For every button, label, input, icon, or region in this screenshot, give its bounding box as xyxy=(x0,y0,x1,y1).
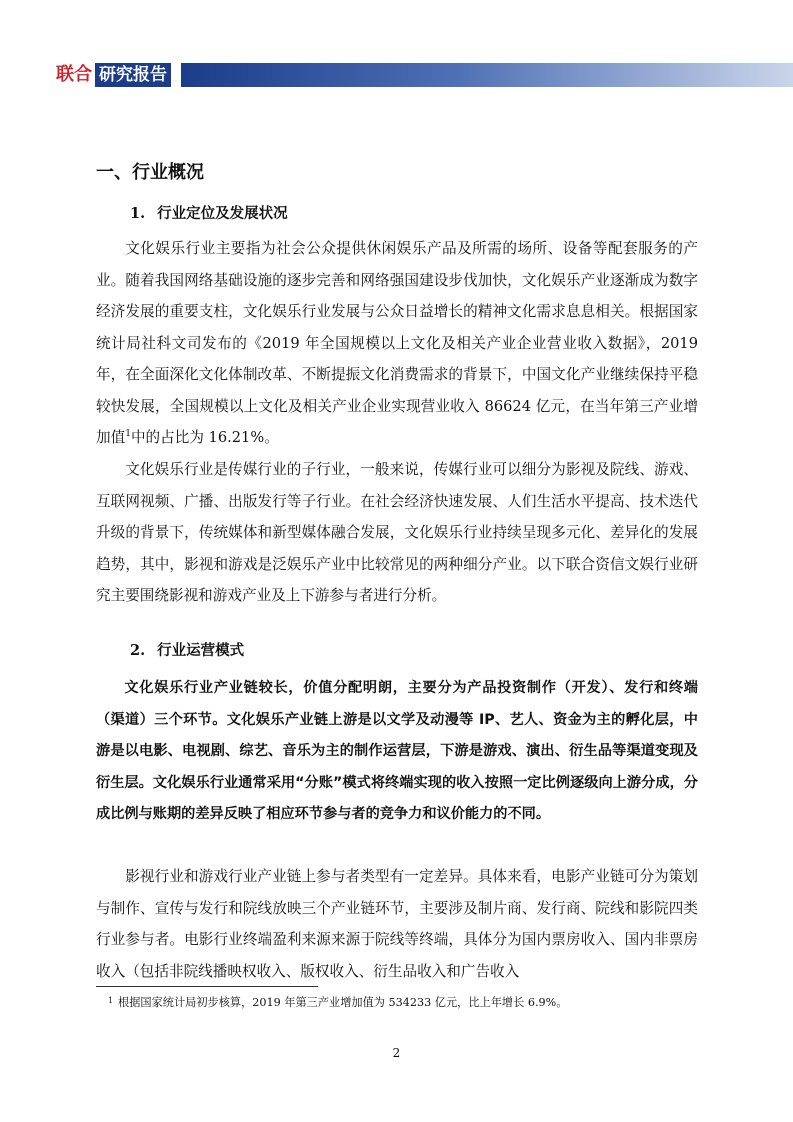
paragraph-1-text: 文化娱乐行业主要指为社会公众提供休闲娱乐产品及所需的场所、设备等配套服务的产业。随着我国网络基础设施的逐步完善和网络强国建设步伐加快，文化娱乐产业逐渐成为数字经济发展的重要支柱，文化娱乐行业发展与公众日益增长的精神文化需求息息相关。根据国家统计局社科文司发布的《2019 年全国规模以上文化及相关产业企业营业收入数据》，2019 年，在全面深化文化体制改革、不断提振文化消费需求的背景下，中国文化产业继续保持平稳较快发展，全国规模以上文化及相关产业企业实现营业收入 86624 亿元，在当年第三产业增加值 xyxy=(96,240,698,446)
report-header xyxy=(56,63,793,87)
footnote-mark: 1 xyxy=(108,996,114,1005)
subsection-2-number: 2. xyxy=(130,642,146,659)
subsection-1-title: 行业定位及发展状况 xyxy=(157,206,288,222)
footnote-reference[interactable]: 1 xyxy=(125,429,131,440)
page-number: 2 xyxy=(392,1046,401,1060)
brand-name-box: 研究报告 xyxy=(95,63,171,87)
footnote-divider xyxy=(96,986,318,987)
subsection-2-heading xyxy=(130,640,244,662)
paragraph-industry-positioning xyxy=(96,233,698,454)
paragraph-subsectors: 文化娱乐行业是传媒行业的子行业，一般来说，传媒行业可以细分为影视及院线、游戏、互联网视频、广播、出版发行等子行业。在社会经济快速发展、人们生活水平提高、技术迭代升级的背景下，传统媒体和新型媒体融合发展，文化娱乐行业持续呈现多元化、差异化的发展趋势，其中，影视和游戏是泛娱乐产业中比较常见的两种细分产业。以下联合资信文娱行业研究主要围绕影视和游戏产业及上下游参与者进行分析。 xyxy=(96,461,698,604)
paragraph-operating-model-bold: 文化娱乐行业产业链较长，价值分配明朗，主要分为产品投资制作（开发）、发行和终端（渠道）三个环节。文化娱乐产业链上游是以文学及动漫等 IP、艺人、资金为主的孵化层，中游是以电影、电视剧、综艺、音乐为主的制作运营层，下游是游戏、演出、衍生品等渠道变现及衍生层。文化娱乐行业通常采用“分账”模式将终端实现的收入按照一定比例逐级向上游分成，分成比例与账期的差异反映了相应环节参与者的竞争力和议价能力的不同。 xyxy=(96,680,698,822)
subsection-1-number: 1. xyxy=(130,205,146,222)
paragraph-1-tail: 中的占比为 16.21%。 xyxy=(130,429,279,446)
footnote-text: 根据国家统计局初步核算，2019 年第三产业增加值为 534233 亿元，比上年增长 6.9%。 xyxy=(118,996,568,1009)
paragraph-value-chain: 影视行业和游戏行业产业链上参与者类型有一定差异。具体来看，电影产业链可分为策划与制作、宣传与发行和院线放映三个产业链环节，主要涉及制片商、发行商、院线和影院四类行业参与者。电影行业终端盈利来源来源于院线等终端，具体分为国内票房收入、国内非票房收入（包括非院线播映权收入、版权收入、衍生品收入和广告收入 xyxy=(96,868,698,980)
subsection-2-title: 行业运营模式 xyxy=(157,643,245,659)
section-title: 一、行业概况 xyxy=(96,162,204,183)
footnote xyxy=(108,994,568,1012)
brand-name-red: 联合 xyxy=(56,64,92,85)
subsection-1-heading xyxy=(130,203,288,225)
header-gradient-bar xyxy=(181,63,793,87)
